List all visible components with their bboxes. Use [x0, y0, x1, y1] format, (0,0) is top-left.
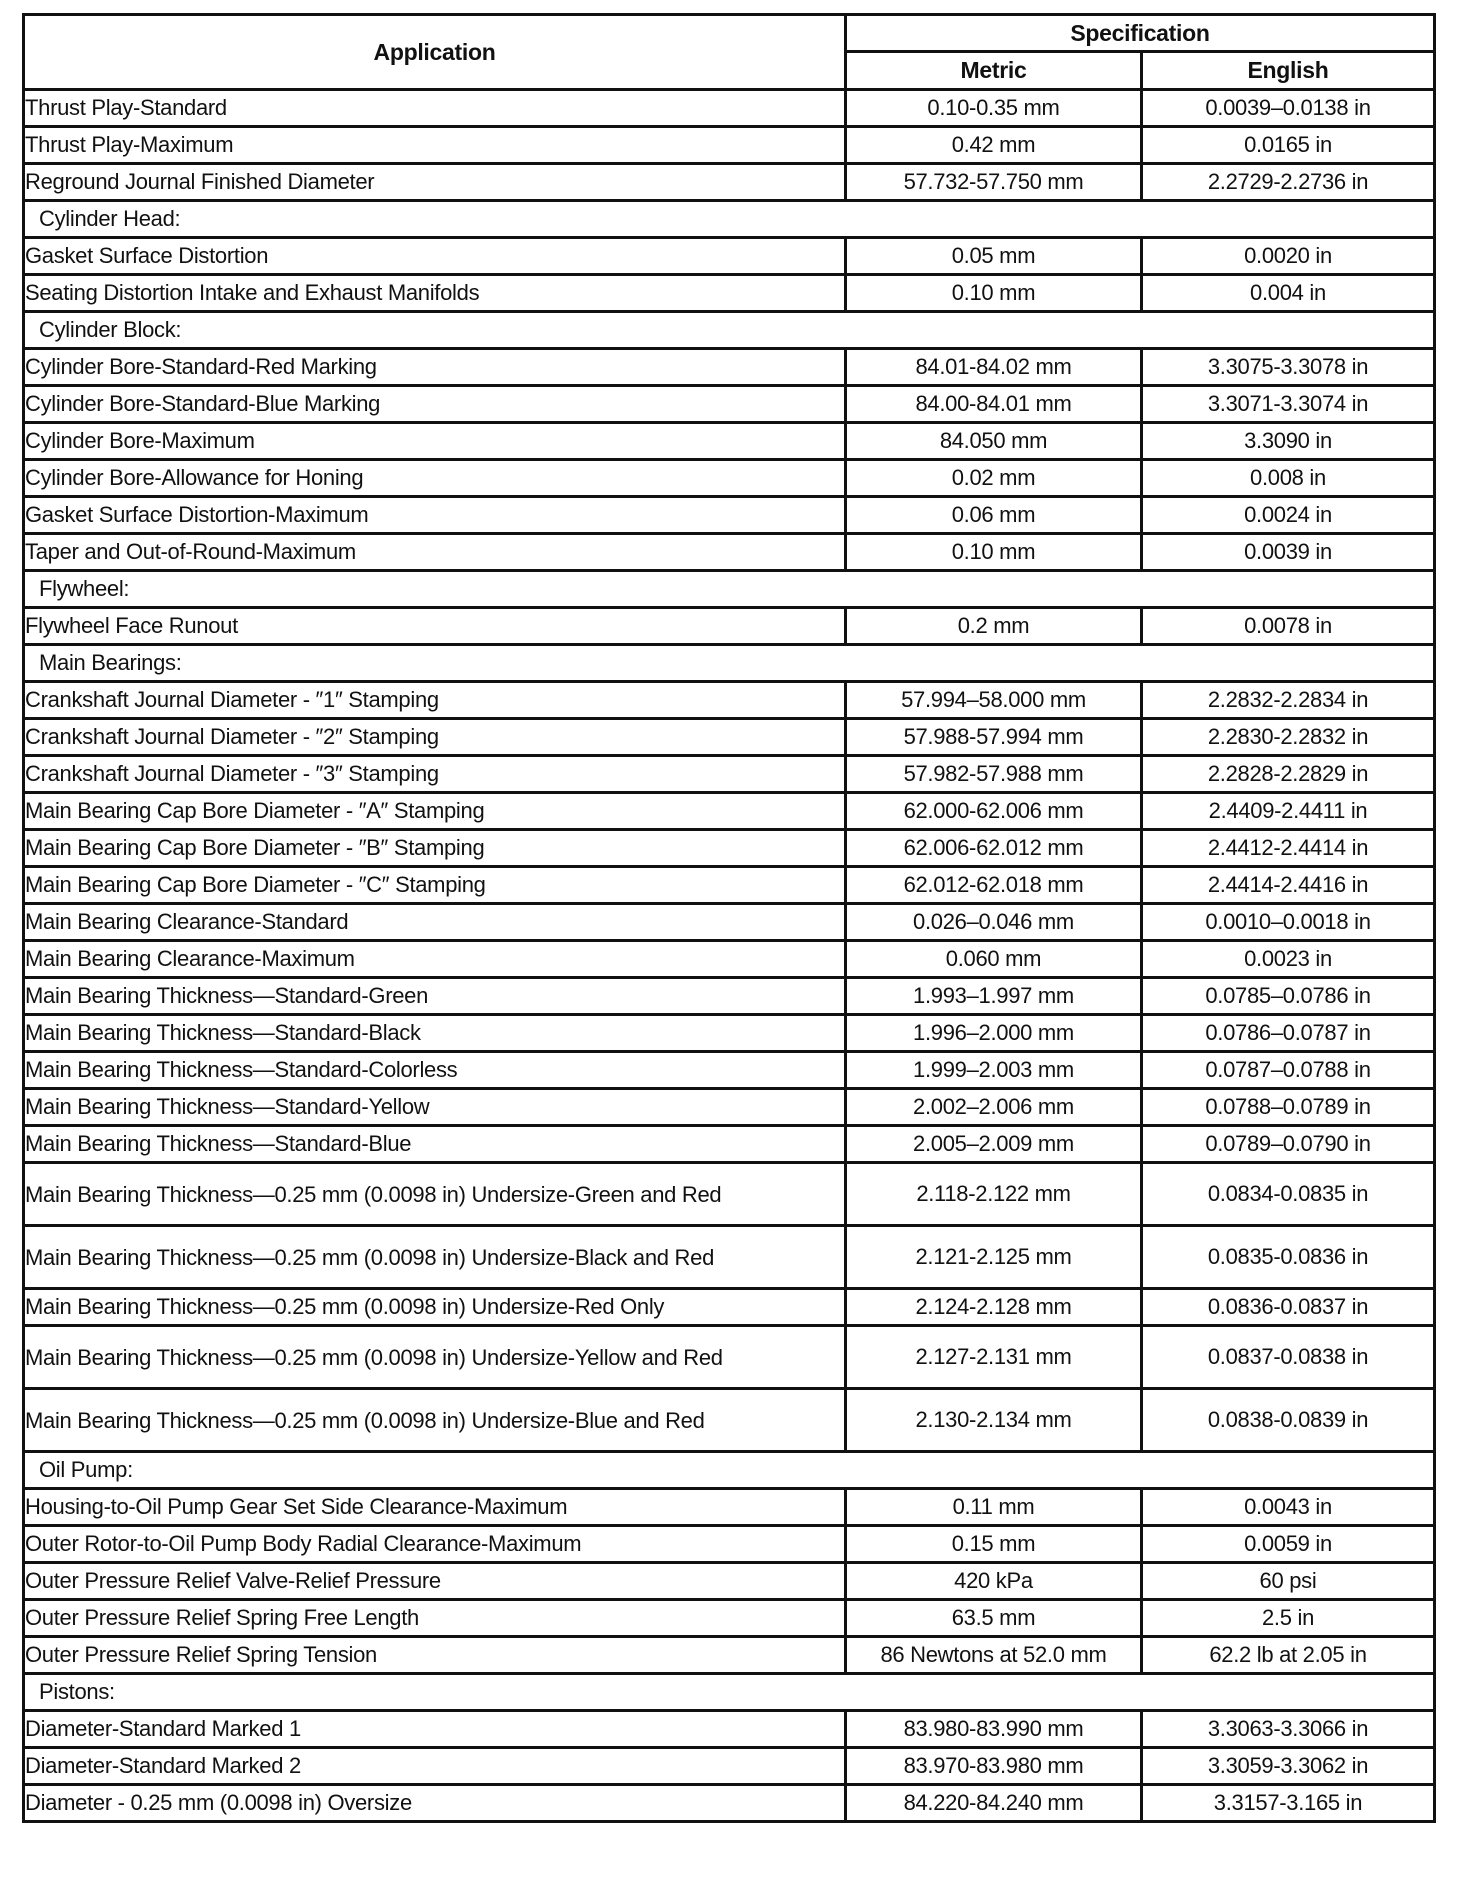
metric-value-cell: 0.10 mm [846, 534, 1142, 571]
section-header-row [24, 645, 1435, 682]
application-column-header: Application [24, 15, 846, 90]
table-row [24, 386, 1435, 423]
table-row [24, 1126, 1435, 1163]
application-cell: Cylinder Bore-Maximum [24, 423, 846, 460]
table-row [24, 904, 1435, 941]
table-row [24, 1052, 1435, 1089]
application-cell: Outer Pressure Relief Valve-Relief Pressure [24, 1563, 846, 1600]
english-value-cell: 0.0020 in [1142, 238, 1435, 275]
english-value-cell: 62.2 lb at 2.05 in [1142, 1637, 1435, 1674]
english-value-cell: 0.0165 in [1142, 127, 1435, 164]
application-cell: Outer Pressure Relief Spring Free Length [24, 1600, 846, 1637]
metric-value-cell: 1.999–2.003 mm [846, 1052, 1142, 1089]
table-row [24, 238, 1435, 275]
metric-value-cell: 83.980-83.990 mm [846, 1711, 1142, 1748]
table-row [24, 608, 1435, 645]
section-header-row [24, 1452, 1435, 1489]
english-value-cell: 0.0788–0.0789 in [1142, 1089, 1435, 1126]
table-row [24, 1748, 1435, 1785]
section-title: Cylinder Block: [24, 312, 1435, 349]
application-cell: Main Bearing Thickness—Standard-Colorless [24, 1052, 846, 1089]
english-value-cell: 0.0785–0.0786 in [1142, 978, 1435, 1015]
english-value-cell: 0.0789–0.0790 in [1142, 1126, 1435, 1163]
application-cell: Main Bearing Cap Bore Diameter - ″C″ Stamping [24, 867, 846, 904]
application-cell: Cylinder Bore-Standard-Blue Marking [24, 386, 846, 423]
application-cell: Thrust Play-Maximum [24, 127, 846, 164]
table-row [24, 1637, 1435, 1674]
table-row [24, 1563, 1435, 1600]
english-value-cell: 3.3059-3.3062 in [1142, 1748, 1435, 1785]
metric-value-cell: 84.00-84.01 mm [846, 386, 1142, 423]
english-value-cell: 0.0836-0.0837 in [1142, 1289, 1435, 1326]
english-value-cell: 60 psi [1142, 1563, 1435, 1600]
table-row [24, 1226, 1435, 1289]
application-cell: Thrust Play-Standard [24, 90, 846, 127]
application-cell: Flywheel Face Runout [24, 608, 846, 645]
english-value-cell: 3.3063-3.3066 in [1142, 1711, 1435, 1748]
metric-value-cell: 57.982-57.988 mm [846, 756, 1142, 793]
application-cell: Main Bearing Cap Bore Diameter - ″A″ Stamping [24, 793, 846, 830]
english-column-header: English [1142, 52, 1435, 90]
english-value-cell: 0.0787–0.0788 in [1142, 1052, 1435, 1089]
metric-value-cell: 1.996–2.000 mm [846, 1015, 1142, 1052]
metric-value-cell: 0.11 mm [846, 1489, 1142, 1526]
metric-value-cell: 83.970-83.980 mm [846, 1748, 1142, 1785]
table-row [24, 1600, 1435, 1637]
metric-value-cell: 2.130-2.134 mm [846, 1389, 1142, 1452]
metric-value-cell: 84.220-84.240 mm [846, 1785, 1142, 1822]
application-cell: Taper and Out-of-Round-Maximum [24, 534, 846, 571]
table-row [24, 1526, 1435, 1563]
english-value-cell: 3.3075-3.3078 in [1142, 349, 1435, 386]
metric-value-cell: 0.05 mm [846, 238, 1142, 275]
metric-value-cell: 63.5 mm [846, 1600, 1142, 1637]
english-value-cell: 2.4409-2.4411 in [1142, 793, 1435, 830]
application-cell: Reground Journal Finished Diameter [24, 164, 846, 201]
table-row [24, 534, 1435, 571]
metric-value-cell: 1.993–1.997 mm [846, 978, 1142, 1015]
application-cell: Main Bearing Thickness—0.25 mm (0.0098 in) Undersize-Red Only [24, 1289, 846, 1326]
english-value-cell: 0.004 in [1142, 275, 1435, 312]
english-value-cell: 0.0043 in [1142, 1489, 1435, 1526]
metric-value-cell: 2.005–2.009 mm [846, 1126, 1142, 1163]
table-row [24, 497, 1435, 534]
application-cell: Crankshaft Journal Diameter - ″3″ Stamping [24, 756, 846, 793]
english-value-cell: 2.2832-2.2834 in [1142, 682, 1435, 719]
metric-value-cell: 0.10 mm [846, 275, 1142, 312]
table-row [24, 1163, 1435, 1226]
table-row [24, 460, 1435, 497]
metric-value-cell: 0.026–0.046 mm [846, 904, 1142, 941]
table-row [24, 1711, 1435, 1748]
english-value-cell: 3.3157-3.165 in [1142, 1785, 1435, 1822]
english-value-cell: 3.3071-3.3074 in [1142, 386, 1435, 423]
table-row [24, 719, 1435, 756]
english-value-cell: 0.0010–0.0018 in [1142, 904, 1435, 941]
table-row [24, 127, 1435, 164]
metric-value-cell: 57.732-57.750 mm [846, 164, 1142, 201]
english-value-cell: 2.5 in [1142, 1600, 1435, 1637]
metric-value-cell: 0.2 mm [846, 608, 1142, 645]
application-cell: Outer Pressure Relief Spring Tension [24, 1637, 846, 1674]
english-value-cell: 0.0023 in [1142, 941, 1435, 978]
section-header-row [24, 312, 1435, 349]
english-value-cell: 0.008 in [1142, 460, 1435, 497]
metric-value-cell: 2.118-2.122 mm [846, 1163, 1142, 1226]
table-row [24, 1389, 1435, 1452]
metric-value-cell: 86 Newtons at 52.0 mm [846, 1637, 1142, 1674]
metric-value-cell: 84.050 mm [846, 423, 1142, 460]
section-header-row [24, 571, 1435, 608]
table-row [24, 867, 1435, 904]
section-header-row [24, 1674, 1435, 1711]
section-title: Oil Pump: [24, 1452, 1435, 1489]
english-value-cell: 3.3090 in [1142, 423, 1435, 460]
application-cell: Gasket Surface Distortion-Maximum [24, 497, 846, 534]
table-header [24, 15, 1435, 90]
english-value-cell: 0.0838-0.0839 in [1142, 1389, 1435, 1452]
application-cell: Cylinder Bore-Standard-Red Marking [24, 349, 846, 386]
specification-table [22, 13, 1436, 1823]
application-cell: Diameter-Standard Marked 1 [24, 1711, 846, 1748]
application-cell: Main Bearing Cap Bore Diameter - ″B″ Stamping [24, 830, 846, 867]
metric-value-cell: 57.988-57.994 mm [846, 719, 1142, 756]
metric-value-cell: 62.000-62.006 mm [846, 793, 1142, 830]
application-cell: Main Bearing Thickness—Standard-Green [24, 978, 846, 1015]
section-title: Cylinder Head: [24, 201, 1435, 238]
english-value-cell: 0.0024 in [1142, 497, 1435, 534]
english-value-cell: 0.0078 in [1142, 608, 1435, 645]
table-row [24, 349, 1435, 386]
metric-column-header: Metric [846, 52, 1142, 90]
table-row [24, 1089, 1435, 1126]
table-row [24, 1289, 1435, 1326]
application-cell: Main Bearing Thickness—Standard-Blue [24, 1126, 846, 1163]
metric-value-cell: 57.994–58.000 mm [846, 682, 1142, 719]
english-value-cell: 0.0786–0.0787 in [1142, 1015, 1435, 1052]
application-cell: Diameter - 0.25 mm (0.0098 in) Oversize [24, 1785, 846, 1822]
metric-value-cell: 0.06 mm [846, 497, 1142, 534]
english-value-cell: 2.4412-2.4414 in [1142, 830, 1435, 867]
english-value-cell: 0.0039–0.0138 in [1142, 90, 1435, 127]
application-cell: Main Bearing Thickness—0.25 mm (0.0098 in) Undersize-Yellow and Red [24, 1326, 846, 1389]
application-cell: Housing-to-Oil Pump Gear Set Side Clearance-Maximum [24, 1489, 846, 1526]
application-cell: Diameter-Standard Marked 2 [24, 1748, 846, 1785]
metric-value-cell: 84.01-84.02 mm [846, 349, 1142, 386]
english-value-cell: 2.4414-2.4416 in [1142, 867, 1435, 904]
table-row [24, 1015, 1435, 1052]
application-cell: Main Bearing Thickness—Standard-Yellow [24, 1089, 846, 1126]
table-row [24, 978, 1435, 1015]
metric-value-cell: 0.060 mm [846, 941, 1142, 978]
table-row [24, 682, 1435, 719]
metric-value-cell: 0.10-0.35 mm [846, 90, 1142, 127]
table-row [24, 793, 1435, 830]
metric-value-cell: 420 kPa [846, 1563, 1142, 1600]
metric-value-cell: 2.127-2.131 mm [846, 1326, 1142, 1389]
table-row [24, 941, 1435, 978]
table-row [24, 756, 1435, 793]
table-row [24, 1489, 1435, 1526]
application-cell: Seating Distortion Intake and Exhaust Manifolds [24, 275, 846, 312]
table-row [24, 830, 1435, 867]
section-title: Main Bearings: [24, 645, 1435, 682]
metric-value-cell: 2.124-2.128 mm [846, 1289, 1142, 1326]
application-cell: Main Bearing Thickness—0.25 mm (0.0098 in) Undersize-Black and Red [24, 1226, 846, 1289]
application-cell: Main Bearing Clearance-Maximum [24, 941, 846, 978]
application-cell: Main Bearing Thickness—0.25 mm (0.0098 in) Undersize-Green and Red [24, 1163, 846, 1226]
english-value-cell: 0.0039 in [1142, 534, 1435, 571]
application-cell: Main Bearing Clearance-Standard [24, 904, 846, 941]
metric-value-cell: 0.02 mm [846, 460, 1142, 497]
application-cell: Outer Rotor-to-Oil Pump Body Radial Clearance-Maximum [24, 1526, 846, 1563]
application-cell: Main Bearing Thickness—Standard-Black [24, 1015, 846, 1052]
header-row-top [24, 15, 1435, 52]
table-row [24, 1785, 1435, 1822]
metric-value-cell: 62.012-62.018 mm [846, 867, 1142, 904]
application-cell: Crankshaft Journal Diameter - ″1″ Stamping [24, 682, 846, 719]
application-cell: Crankshaft Journal Diameter - ″2″ Stamping [24, 719, 846, 756]
english-value-cell: 0.0837-0.0838 in [1142, 1326, 1435, 1389]
table-body [24, 90, 1435, 1822]
section-title: Flywheel: [24, 571, 1435, 608]
table-row [24, 164, 1435, 201]
table-row [24, 90, 1435, 127]
english-value-cell: 0.0059 in [1142, 1526, 1435, 1563]
metric-value-cell: 62.006-62.012 mm [846, 830, 1142, 867]
metric-value-cell: 0.15 mm [846, 1526, 1142, 1563]
metric-value-cell: 0.42 mm [846, 127, 1142, 164]
english-value-cell: 0.0835-0.0836 in [1142, 1226, 1435, 1289]
english-value-cell: 0.0834-0.0835 in [1142, 1163, 1435, 1226]
metric-value-cell: 2.121-2.125 mm [846, 1226, 1142, 1289]
english-value-cell: 2.2828-2.2829 in [1142, 756, 1435, 793]
application-cell: Gasket Surface Distortion [24, 238, 846, 275]
metric-value-cell: 2.002–2.006 mm [846, 1089, 1142, 1126]
table-row [24, 275, 1435, 312]
table-row [24, 1326, 1435, 1389]
section-title: Pistons: [24, 1674, 1435, 1711]
application-cell: Main Bearing Thickness—0.25 mm (0.0098 in) Undersize-Blue and Red [24, 1389, 846, 1452]
english-value-cell: 2.2830-2.2832 in [1142, 719, 1435, 756]
table-row [24, 423, 1435, 460]
english-value-cell: 2.2729-2.2736 in [1142, 164, 1435, 201]
section-header-row [24, 201, 1435, 238]
specification-column-header: Specification [846, 15, 1435, 52]
application-cell: Cylinder Bore-Allowance for Honing [24, 460, 846, 497]
